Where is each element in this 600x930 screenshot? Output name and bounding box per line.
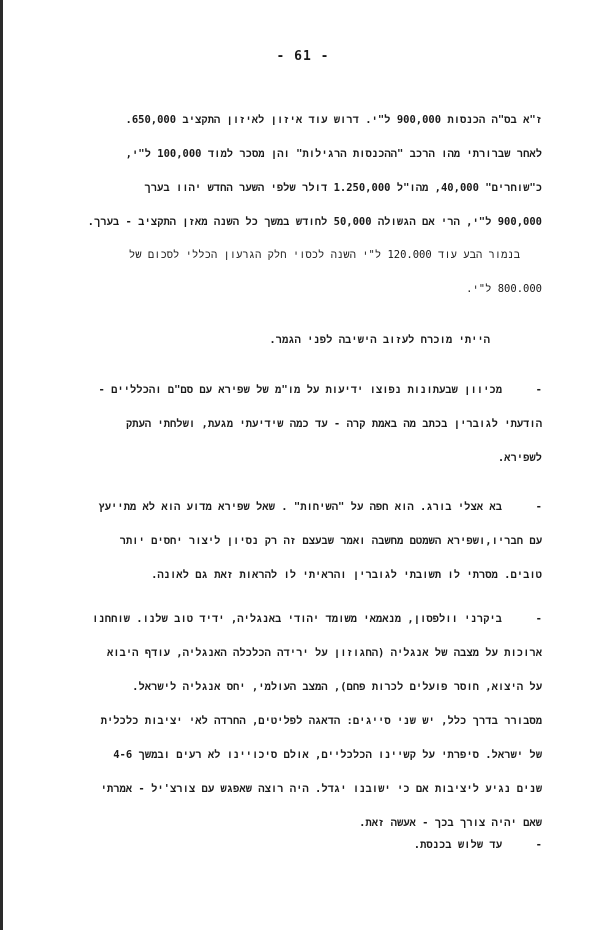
text-line: שאם יהיה צורך בכך - אעשה זאת. (359, 817, 542, 829)
document-page (64, 0, 542, 930)
leave-paragraph (64, 323, 542, 357)
list-item (64, 602, 542, 840)
list-item (64, 490, 542, 592)
page-edge (0, 0, 3, 930)
text-line: לאחר שברורתי מהו הרכב "ההכנסות הרגילות" והן מסכר למוד 100,000 ל"י, (125, 148, 542, 160)
text-line: שנים נגיע ליציבות אם כי ישובנו יגדל. היה רוצה שאפגש עם צורצ'יל - אמרתי (100, 783, 542, 795)
text-line: טובים. מסרתי לו תשובתי לגוברין והראיתי לו להראות זאת גם לאונה. (151, 569, 542, 581)
text-line: על היצוא, חוסר פועלים לכרות פחם), המצב העולמי, יחס אנגליה לישראל. (132, 681, 542, 693)
text-line: של ישראל. סיפרתי על קשיינו הכלכליים, אולם סיכויינו לא רעים ובמשך 4-6 (113, 749, 542, 761)
text-line: בנמור הבע עוד 120.000 ל"י השנה לכסוי חלק הגרעון הכללי לסכום של (128, 249, 520, 261)
text-line: הייתי מוכרח לעזוב הישיבה לפני הגמר. (269, 334, 490, 346)
bullet-dash: - (535, 839, 542, 851)
text-line: ביקרני וולפסון, מנאמאי משומד יהודי באנגליה, ידיד טוב שלנו. שוחחנו (92, 613, 502, 625)
text-line: מסבורר בדרך כלל, יש שני סייגים: הדאגה לפליטים, החרדה לאי יציבות כלכלית (100, 715, 542, 727)
list-item (64, 373, 542, 475)
budget-paragraph (64, 103, 542, 239)
text-line: לשפירא. (497, 452, 542, 464)
bullet-dash: - (535, 384, 542, 396)
text-line: עד שלוש בכנסת. (413, 839, 502, 851)
text-line: ז"א בס"ה הכנסות 900,000 ל"י. דרוש עוד איזון לאיזון התקציב 650,000. (125, 114, 542, 126)
page-number: - 61 - (276, 49, 330, 64)
text-line: עם חבריו,ושפירא השמטם מחשבה ואמר שבעצם זה רק נסיון ליצור יחסים יותר (119, 535, 542, 547)
text-line: 800.000 ל"י. (466, 283, 542, 295)
commitment-paragraph (64, 238, 542, 306)
bullet-dash: - (535, 501, 542, 513)
text-line: כ"שוחרים" 40,000, מהו"ל 1.250,000 דולר שלפי השער החדש יהוו בערך (144, 182, 542, 194)
list-item (64, 828, 542, 862)
text-line: ארוכות על מצבה של אנגליה (החגוזון על ירידה הכלכלה האנגליה, עודף היבוא (106, 647, 542, 659)
text-line: 900,000 ל"י, הרי אם הגשולה 50,000 לחודש במשך כל השנה מאזן התקציב - בערך. (87, 216, 542, 228)
text-line: מכיוון שבעתונות נפוצו ידיעות על מו"מ של שפירא עם סם"ם והכלליים - (98, 384, 502, 396)
text-line: בא אצלי בורג. הוא חפה על "השיחות" . שאל שפירא מדוע הוא לא מתייעץ (98, 501, 502, 513)
text-line: הודעתי לגוברין בכתב מה באמת קרה - עד כמה שידיעתי מגעת, ושלחתי העתק (125, 418, 542, 430)
bullet-dash: - (535, 613, 542, 625)
